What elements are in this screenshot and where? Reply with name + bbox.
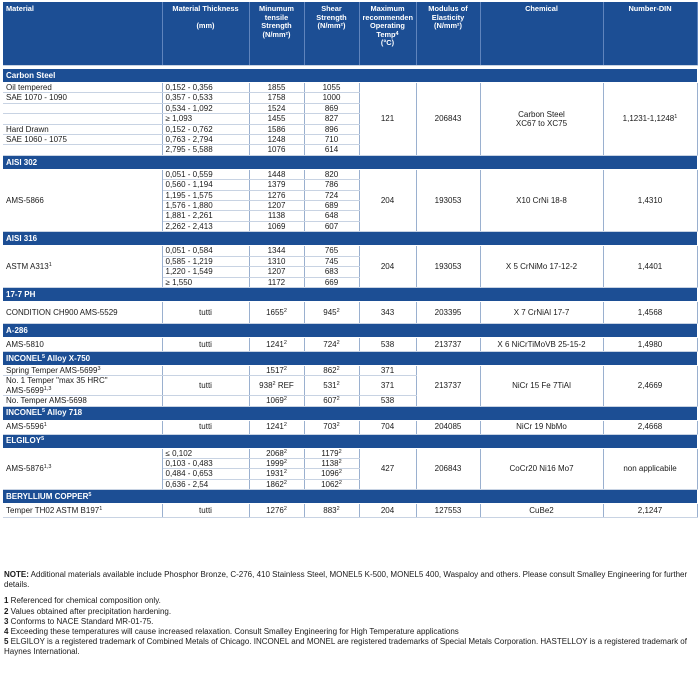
- table-row: 1,195 - 1,575 1276 724: [3, 190, 697, 200]
- notes-section: [4, 570, 696, 658]
- table-row: ASTM $A313^1$ 0,051 - 0,584 1344 765 204 193053 X 5 CrNiMo 17-12-2 1,4401: [3, 246, 697, 256]
- table-row: 1,576 - 1,880 1207 689: [3, 201, 697, 211]
- table-row: 0,636 - 2,54 1862$^2$ 1062$^2$: [3, 479, 697, 489]
- col-din: Number-DIN: [603, 2, 697, 66]
- header-row: [3, 2, 697, 66]
- table-row: 2,262 - 2,413 1069 607: [3, 221, 697, 231]
- table-row: 1,220 - 1,549 1207 683: [3, 267, 697, 277]
- col-material: Material: [3, 2, 162, 66]
- section-a-286: A-286: [3, 323, 697, 337]
- table-row: 0,534 - 1,092 1524 869: [3, 103, 697, 113]
- table-row: No. 1 Temper "max 35 HRC" AMS-5699$^{1,3}$ tutti $938^2$ REF $531^2$ 371: [3, 376, 697, 396]
- table-row: AMS-5810 tutti 1241$^2$ $724^2$ 538 213737 X 6 NiCrTiMoVB 25-15-2 1,4980: [3, 337, 697, 351]
- table-row: AMS-5596$^1$ tutti 1241$^2$ $703^2$ 704 204085 NiCr 19 NbMo 2,4668: [3, 420, 697, 434]
- table-row: AMS-$5876^{1,3}$ ≤ 0,102 2068$^2$ 1179$^2$ 427 206843 CoCr20 Ni16 Mo7 non applicabile: [3, 448, 697, 458]
- footnote-4: 4 Exceeding these temperatures will cause increased relaxation. Consult Smalley Engineering for High Temperature applications: [4, 627, 459, 637]
- footnote-5: 5 ELGILOY is a registered trademark of Combined Metals of Chicago. INCONEL and MONEL are registered trademarks of Special Metals Corporation. HASTELLOY is a registered trademark of Haynes International.: [4, 637, 687, 657]
- table-row: Spring Temper AMS-5699$^3$ 1517$^2$ $862^2$ 371 213737 NiCr 15 Fe 7TiAl 2,4669: [3, 365, 697, 375]
- section-aisi-316: AISI 316: [3, 232, 697, 246]
- section-carbon-steel: Carbon Steel: [3, 69, 697, 83]
- table-row: Oil tempered 0,152 - 0,356 1855 1055 121 206843 Carbon Steel XC67 to XC75 1,1231-1,1248$^1$: [3, 83, 697, 93]
- footnote-1: 1 Referenced for chemical composition only.: [4, 596, 161, 606]
- table-row: SAE 1070 - 1090 0,357 - 0,533 1758 1000: [3, 93, 697, 103]
- section-inconel-x750: INCONEL$^5$ Alloy X-750: [3, 351, 697, 365]
- table-row: Temper TH02 ASTM $B197^1$ tutti 1276$^2$ $883^2$ 204 127553 CuBe2 2,1247: [3, 504, 697, 518]
- table-row: 0,560 - 1,194 1379 786: [3, 180, 697, 190]
- section-aisi-302: AISI 302: [3, 155, 697, 169]
- section-17-7-ph: 17-7 PH: [3, 287, 697, 301]
- col-tensile: Minumum tensile Strength (N/mm²): [249, 2, 304, 66]
- table-row: SAE 1060 - 1075 0,763 - 2,794 1248 710: [3, 135, 697, 145]
- table-row: 2,795 - 5,588 1076 614: [3, 145, 697, 155]
- section-inconel-718: INCONEL$^5$ Alloy 718: [3, 406, 697, 420]
- footnote-2: 2 Values obtained after precipitation hardening.: [4, 606, 172, 616]
- col-temp: Maximum recommenden Operating Temp$^4$ (°C): [359, 2, 416, 66]
- table-row: No. Temper AMS-5698 1069$^2$ $607^2$ 538: [3, 396, 697, 406]
- table-row: CONDITION CH900 AMS-5529 tutti 1655$^2$ $945^2$ 343 203395 X 7 CrNiAl 17-7 1,4568: [3, 301, 697, 323]
- col-shear: Shear Strength (N/mm²): [304, 2, 359, 66]
- table-row: 0,103 - 0,483 1999$^2$ 1138$^2$: [3, 458, 697, 468]
- col-thickness: Material Thickness (mm): [162, 2, 249, 66]
- footnote-3: 3 Conforms to NACE Standard MR-01-75.: [4, 616, 154, 626]
- table-row: ≥ 1,093 1455 827: [3, 114, 697, 124]
- section-elgiloy: ELGILOY$^5$: [3, 434, 697, 448]
- col-modulus: Modulus of Elasticity (N/mm²): [416, 2, 480, 66]
- table-row: 0,585 - 1,219 1310 745: [3, 256, 697, 266]
- table-row: 0,484 - 0,653 1931$^2$ 1096$^2$: [3, 469, 697, 479]
- table-row: AMS-5866 0,051 - 0,559 1448 820 204 193053 X10 CrNi 18-8 1,4310: [3, 169, 697, 179]
- materials-table: [3, 2, 698, 518]
- section-beryllium-copper: BERYLLIUM COPPER$^5$: [3, 490, 697, 504]
- table-row: ≥ 1,550 1172 669: [3, 277, 697, 287]
- col-chemical: Chemical: [480, 2, 603, 66]
- note-text: NOTE: Additional materials available include Phosphor Bronze, C-276, 410 Stainless Steel, MONEL5 K-500, MONEL5 400, Waspaloy and others. Please consult Smalley Engineering for further details.: [4, 570, 688, 590]
- table-row: 1,881 - 2,261 1138 648: [3, 211, 697, 221]
- table-row: Hard Drawn 0,152 - 0,762 1586 896: [3, 124, 697, 134]
